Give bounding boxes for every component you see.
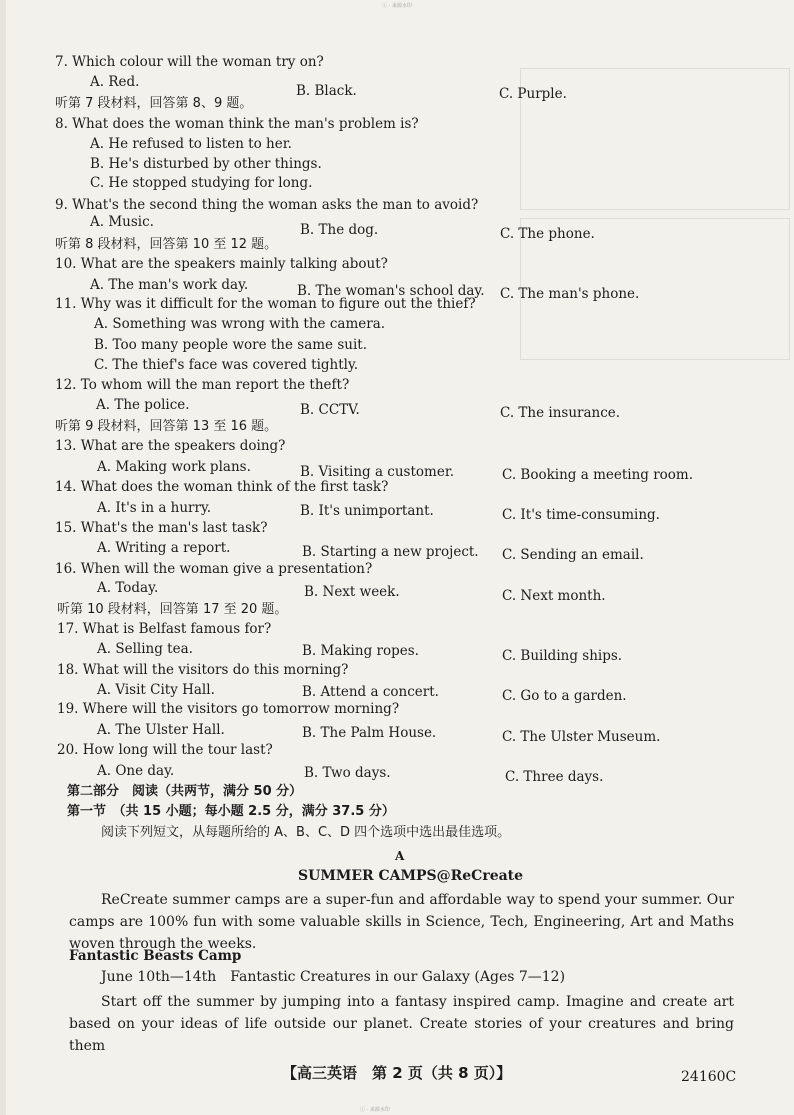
q11-option-c: C. The thief's face was covered tightly. (94, 357, 359, 373)
q15-option-c: C. Sending an email. (502, 547, 644, 563)
q9-option-b: B. The dog. (300, 222, 379, 238)
q16-option-b: B. Next week. (304, 584, 400, 600)
q17-option-c: C. Building ships. (502, 648, 623, 664)
q20-option-a: A. One day. (97, 763, 175, 779)
camp-heading: Fantastic Beasts Camp (69, 948, 242, 964)
section-one-heading: 第一节 （共 15 小题；每小题 2.5 分，满分 37.5 分） (67, 804, 395, 819)
question-19: 19. Where will the visitors go tomorrow morning? (57, 701, 400, 717)
question-17: 17. What is Belfast famous for? (57, 621, 272, 637)
intro-paragraph: ReCreate summer camps are a super-fun and affordable way to spend your summer. Our camps are 100% fun with some valuable skills in Science, Tech, Engineering, Art and Maths woven through the weeks. (69, 892, 734, 952)
section-heading-8: 听第 8 段材料，回答第 10 至 12 题。 (55, 237, 278, 252)
q15-option-a: A. Writing a report. (97, 540, 231, 556)
section-heading-7: 听第 7 段材料，回答第 8、9 题。 (55, 96, 253, 111)
q8-option-b: B. He's disturbed by other things. (90, 156, 322, 172)
question-7: 7. Which colour will the woman try on? (55, 54, 324, 70)
q19-option-c: C. The Ulster Museum. (502, 729, 661, 745)
q19-option-b: B. The Palm House. (302, 725, 437, 741)
q7-option-b: B. Black. (296, 83, 357, 99)
question-13: 13. What are the speakers doing? (55, 438, 286, 454)
question-15: 15. What's the man's last task? (55, 520, 268, 536)
q13-option-c: C. Booking a meeting room. (502, 467, 694, 483)
q17-option-b: B. Making ropes. (302, 643, 419, 659)
bottom-watermark: ⓘ · 来源水印 (360, 1107, 390, 1113)
reading-instruction: 阅读下列短文，从每题所给的 A、B、C、D 四个选项中选出最佳选项。 (101, 825, 511, 840)
q18-option-b: B. Attend a concert. (302, 684, 439, 700)
page-edge-shadow (0, 0, 6, 1115)
q16-option-a: A. Today. (97, 580, 159, 596)
q15-option-b: B. Starting a new project. (302, 544, 479, 560)
q9-option-c: C. The phone. (500, 226, 595, 242)
part-two-heading: 第二部分 阅读（共两节，满分 50 分） (67, 784, 303, 799)
q18-option-a: A. Visit City Hall. (97, 682, 215, 698)
passage-title: SUMMER CAMPS@ReCreate (298, 868, 524, 884)
q12-option-c: C. The insurance. (500, 405, 621, 421)
q17-option-a: A. Selling tea. (97, 641, 193, 657)
q13-option-a: A. Making work plans. (97, 459, 251, 475)
question-11: 11. Why was it difficult for the woman to figure out the thief? (55, 296, 476, 312)
q7-option-a: A. Red. (90, 74, 140, 90)
top-watermark: ⓘ · 来源水印 (382, 3, 412, 9)
q11-option-b: B. Too many people wore the same suit. (94, 337, 367, 353)
q8-option-c: C. He stopped studying for long. (90, 175, 313, 191)
q12-option-a: A. The police. (96, 397, 190, 413)
q9-option-a: A. Music. (90, 214, 154, 230)
passage-letter: A (395, 849, 405, 863)
page-footer: 【高三英语 第 2 页（共 8 页）】 (282, 1064, 512, 1082)
question-12: 12. To whom will the man report the theft? (55, 377, 350, 393)
question-10: 10. What are the speakers mainly talking about? (55, 256, 388, 272)
paper-code: 24160C (681, 1069, 737, 1085)
section-heading-10: 听第 10 段材料，回答第 17 至 20 题。 (57, 602, 288, 617)
question-14: 14. What does the woman think of the first task? (55, 479, 389, 495)
q10-option-a: A. The man's work day. (90, 277, 249, 293)
q14-option-a: A. It's in a hurry. (97, 500, 212, 516)
q18-option-c: C. Go to a garden. (502, 688, 627, 704)
q10-option-c: C. The man's phone. (500, 286, 640, 302)
q14-option-c: C. It's time-consuming. (502, 507, 660, 523)
q20-option-c: C. Three days. (505, 769, 604, 785)
question-18: 18. What will the visitors do this morning? (57, 662, 349, 678)
camp-paragraph: Start off the summer by jumping into a fantasy inspired camp. Imagine and create art based on your ideas of life outside our planet. Create stories of your creatures and bring them (69, 994, 734, 1054)
camp-date-line: June 10th—14th Fantastic Creatures in our Galaxy (Ages 7—12) (101, 969, 566, 985)
q11-option-a: A. Something was wrong with the camera. (94, 316, 386, 332)
question-8: 8. What does the woman think the man's problem is? (55, 116, 419, 132)
q16-option-c: C. Next month. (502, 588, 606, 604)
q14-option-b: B. It's unimportant. (300, 503, 434, 519)
q19-option-a: A. The Ulster Hall. (97, 722, 225, 738)
q13-option-b: B. Visiting a customer. (300, 464, 455, 480)
q8-option-a: A. He refused to listen to her. (90, 136, 292, 152)
question-9: 9. What's the second thing the woman asks the man to avoid? (55, 197, 479, 213)
q10-option-b: B. The woman's school day. (297, 283, 485, 299)
question-20: 20. How long will the tour last? (57, 742, 273, 758)
q20-option-b: B. Two days. (304, 765, 391, 781)
q7-option-c: C. Purple. (499, 86, 567, 102)
q12-option-b: B. CCTV. (300, 402, 360, 418)
question-16: 16. When will the woman give a presentation? (55, 561, 373, 577)
section-heading-9: 听第 9 段材料，回答第 13 至 16 题。 (55, 419, 278, 434)
